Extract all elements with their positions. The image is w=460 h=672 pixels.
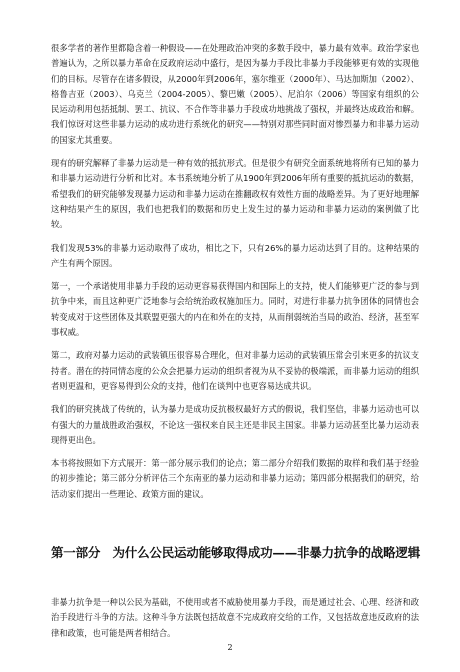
page-number: 2: [227, 643, 233, 652]
paragraph-outline: 本书将按照如下方式展开：第一部分展示我们的论点；第二部分介绍我们数据的取样和我们基于经验的初步推论；第三部分分析评估三个东南亚的暴力运动和非暴力运动；第四部分根据我们的研究，给活动家们提出一些理论、政策方面的建议。: [51, 458, 419, 499]
page-content: [51, 41, 419, 641]
paragraph-findings: 我们发现53%的非暴力运动取得了成功，相比之下，只有26%的暴力运动达到了目的。这种结果的产生有两个原因。: [51, 242, 419, 268]
paragraph-challenge: 我们的研究挑战了传统的，认为暴力是成功反抗极权最好方式的假说，我们坚信，非暴力运动也可以有强大的力量战胜政治强权，不论这一强权来自民主还是非民主国家。非暴力运动甚至比暴力运动表现得更出色。: [51, 404, 419, 445]
paragraph-first-reason: 第一，一个承诺使用非暴力手段的运动更容易获得国内和国际上的支持，使人们能够更广泛的参与到抗争中来，而且这种更广泛地参与会给统治政权施加压力。同时，对进行非暴力抗争团体的同情也会转变成对于这些团体及其联盟更强大的内在和外在的支持，从而削弱统治当局的政治、经济，甚至军事权威。: [51, 281, 419, 338]
paragraph-intro: 很多学者的著作里都隐含着一种假设——在处理政治冲突的多数手段中，暴力最有效率。政治学家也普遍认为，之所以暴力革命在反政府运动中盛行，是因为暴力手段比非暴力手段能够更有效的实现他们的目标。尽管存在诸多假设，从2000年到2006年，塞尔维亚（2000年）、马达加斯加（2002）、格鲁吉亚（2003）、乌克兰（2004-2005）、黎巴嫩（2005）、尼泊尔（2006）等国家有组织的公民运动利用包括抵制、罢工、抗议、不合作等非暴力手段成功地挑战了强权，并最终达成政治和解。我们惊讶对这些非暴力运动的成功进行系统化的研究——特别对那些同时面对惨烈暴力和非暴力运动的国家尤其重要。: [51, 43, 419, 145]
paragraph-research: 现有的研究解释了非暴力运动是一种有效的抵抗形式。但是很少有研究全面系统地将所有已知的暴力和非暴力运动进行分析和比对。本书系统地分析了从1900年到2006年所有重要的抵抗运动的数据，希望我们的研究能够发现暴力运动和非暴力运动在推翻政权有效性方面的战略差异。为了更好地理解这种结果产生的原因，我们也把我们的数据和历史上发生过的暴力运动和非暴力运动的案例做了比较。: [51, 158, 419, 230]
section-heading: 第一部分 为什么公民运动能够取得成功——非暴力抗争的战略逻辑: [51, 545, 421, 561]
paragraph-definition: 非暴力抗争是一种以公民为基础，不使用或者不威胁使用暴力手段，而是通过社会、心理、经济和政治手段进行斗争的方法。这种斗争方法既包括故意不完成政府交给的工作，又包括故意违反政府的法律和政策，也可能是两者相结合。: [51, 597, 419, 638]
paragraph-second-reason: 第二，政府对暴力运动的武装镇压很容易合理化，但对非暴力运动的武装镇压常会引来更多的抗议支持者。潜在的持同情态度的公众会把暴力运动的组织者视为从不妥协的极端派，而非暴力运动的组织者则更温和，更容易得到公众的支持，他们在谈判中也更容易达成共识。: [51, 350, 419, 391]
